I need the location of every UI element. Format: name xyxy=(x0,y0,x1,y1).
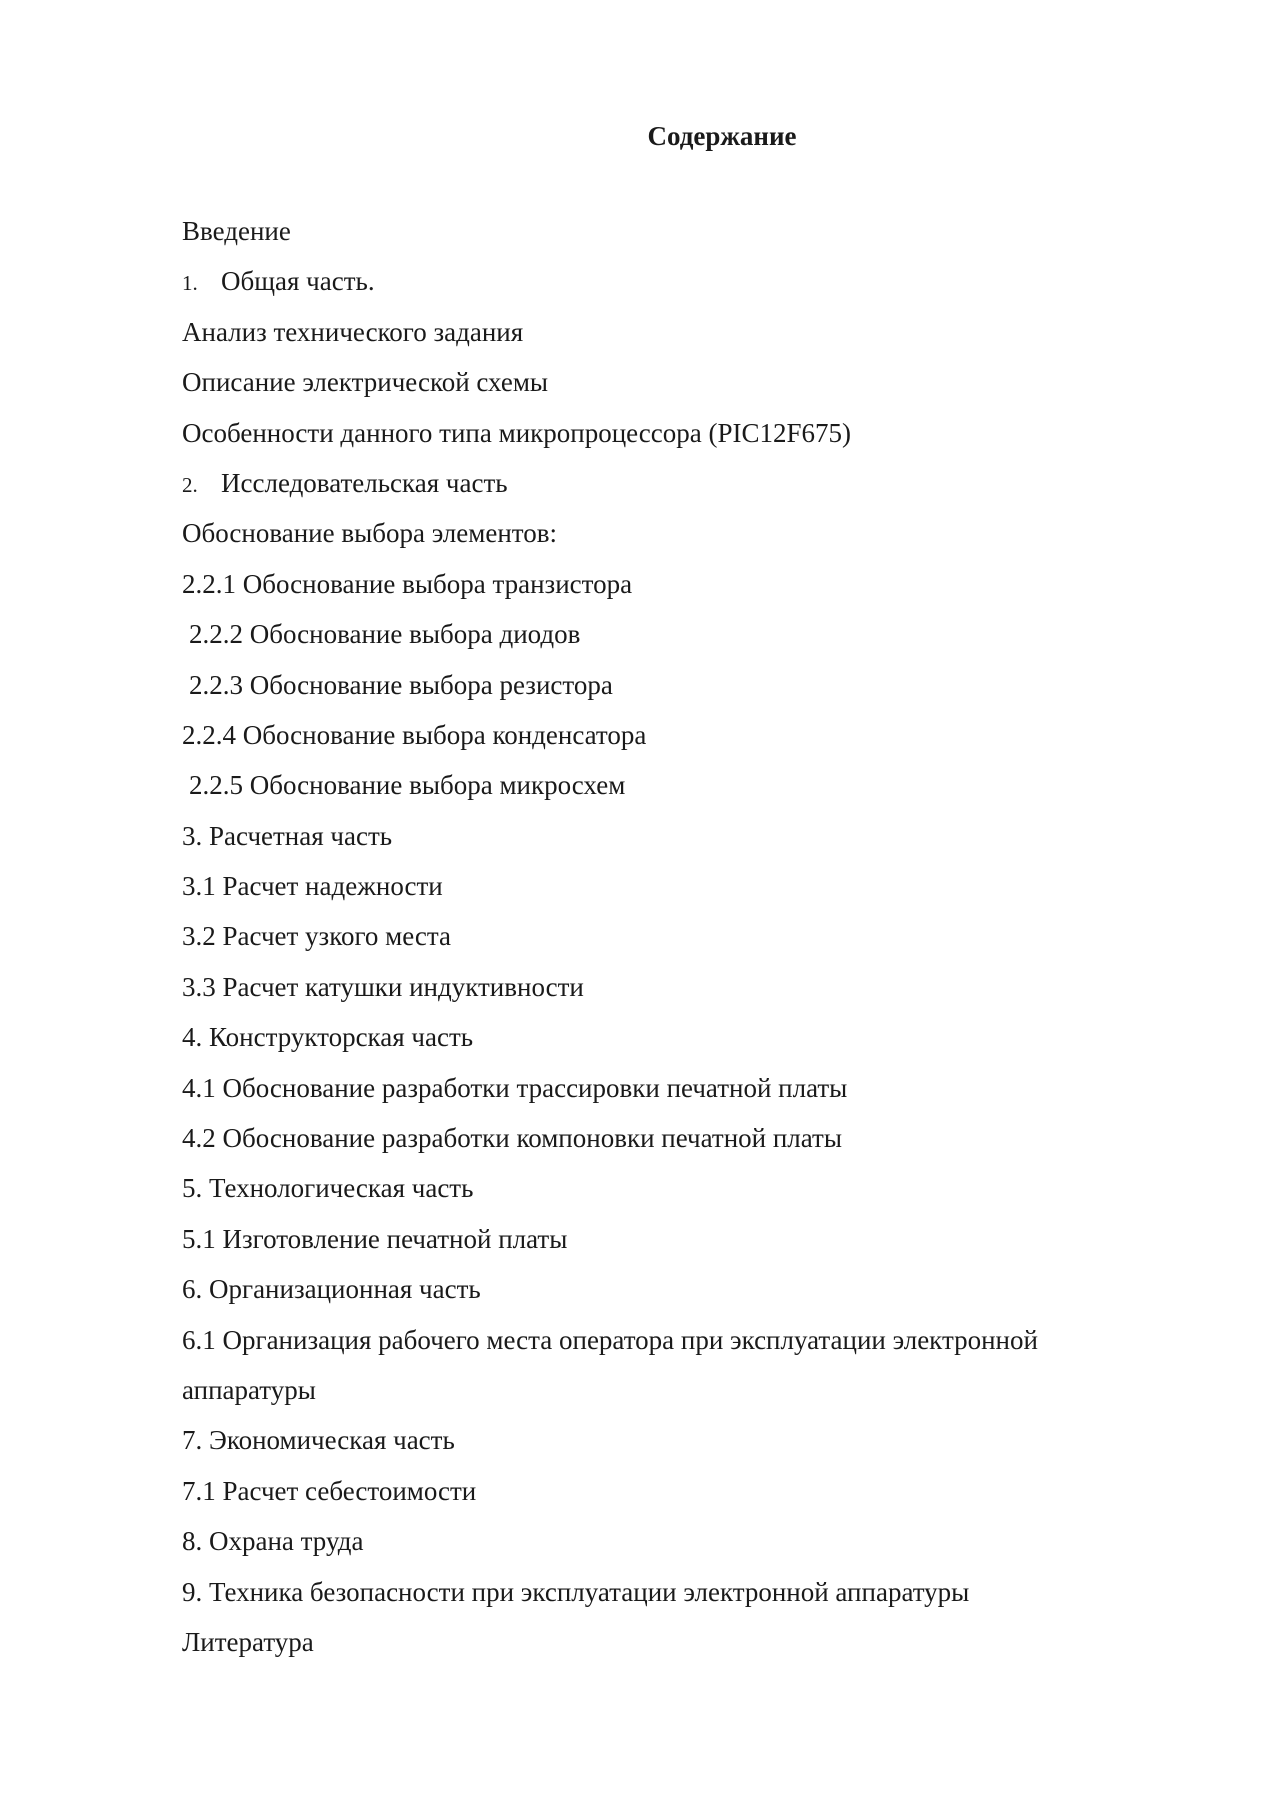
toc-entry xyxy=(182,357,1182,407)
toc-entry xyxy=(182,609,1182,659)
toc-entry-text: 4.2 Обоснование разработки компоновки печатной платы xyxy=(182,1123,842,1154)
toc-entry-text: 6.1 Организация рабочего места оператора при эксплуатации электронной xyxy=(182,1324,1038,1355)
toc-entry xyxy=(182,962,1182,1012)
toc-entry xyxy=(182,1415,1182,1465)
toc-entry-text: Исследовательская часть xyxy=(221,467,508,498)
toc-entry xyxy=(182,710,1182,760)
toc-entry-number: 1. xyxy=(182,271,198,296)
toc-entry-text: 6. Организационная часть xyxy=(182,1274,481,1305)
toc-entry-text: 2.2.2 Обоснование выбора диодов xyxy=(189,619,581,650)
toc-entry-text: 2.2.5 Обоснование выбора микросхем xyxy=(189,770,626,801)
toc-entry xyxy=(182,307,1182,357)
toc-entry-text: Описание электрической схемы xyxy=(182,367,549,398)
toc-entry-text: 7. Экономическая часть xyxy=(182,1425,455,1456)
toc-entry xyxy=(182,1567,1182,1617)
toc-entry-text: 5. Технологическая часть xyxy=(182,1173,474,1204)
toc-entry-text: 3.1 Расчет надежности xyxy=(182,871,443,902)
toc-entry-text: 8. Охрана труда xyxy=(182,1526,364,1557)
toc-entry xyxy=(182,508,1182,558)
toc-entry-text: Литература xyxy=(182,1626,314,1657)
toc-entry xyxy=(182,559,1182,609)
toc-entry-text: Особенности данного типа микропроцессора (PIC12F675) xyxy=(182,417,852,448)
toc-entry-text: 9. Техника безопасности при эксплуатации электронной аппаратуры xyxy=(182,1576,970,1607)
toc-entry xyxy=(182,458,1182,508)
page-title: Содержание xyxy=(647,121,797,151)
toc-entry xyxy=(182,1113,1182,1163)
toc-entry xyxy=(182,861,1182,911)
toc-entry-text: 4. Конструкторская часть xyxy=(182,1022,474,1053)
toc-entry xyxy=(182,1163,1182,1213)
toc-entry-text: Анализ технического задания xyxy=(182,316,524,347)
toc-entry xyxy=(182,206,1182,256)
toc-entry-text: 2.2.1 Обоснование выбора транзистора xyxy=(182,568,633,599)
toc-entry xyxy=(182,1315,1182,1365)
toc-entry xyxy=(182,1516,1182,1566)
toc-entry-text: Введение xyxy=(182,216,291,246)
toc-entry xyxy=(182,911,1182,961)
toc-entry-text: 2.2.3 Обоснование выбора резистора xyxy=(189,669,613,700)
toc-entry xyxy=(182,256,1182,306)
toc-entry xyxy=(182,1214,1182,1264)
table-of-contents xyxy=(182,206,1182,1667)
toc-entry-text: 7.1 Расчет себестоимости xyxy=(182,1475,477,1506)
toc-entry-text: 5.1 Изготовление печатной платы xyxy=(182,1223,568,1254)
toc-entry xyxy=(182,1365,1182,1415)
toc-entry-text: 3.3 Расчет катушки индуктивности xyxy=(182,971,584,1002)
toc-entry-text: Общая часть. xyxy=(221,266,375,297)
toc-entry xyxy=(182,1617,1182,1667)
toc-entry xyxy=(182,660,1182,710)
toc-entry xyxy=(182,811,1182,861)
toc-entry xyxy=(182,1466,1182,1516)
toc-entry-number: 2. xyxy=(182,472,198,497)
toc-entry-text: 4.1 Обоснование разработки трассировки печатной платы xyxy=(182,1072,848,1103)
toc-entry xyxy=(182,1063,1182,1113)
toc-entry xyxy=(182,1264,1182,1314)
toc-entry-text: 3. Расчетная часть xyxy=(182,820,393,851)
toc-entry xyxy=(182,408,1182,458)
toc-entry xyxy=(182,760,1182,810)
toc-entry-text: 2.2.4 Обоснование выбора конденсатора xyxy=(182,719,647,750)
toc-entry xyxy=(182,1012,1182,1062)
toc-entry-text: Обоснование выбора элементов: xyxy=(182,518,557,549)
toc-entry-text: аппаратуры xyxy=(182,1374,316,1405)
toc-entry-text: 3.2 Расчет узкого места xyxy=(182,921,451,952)
